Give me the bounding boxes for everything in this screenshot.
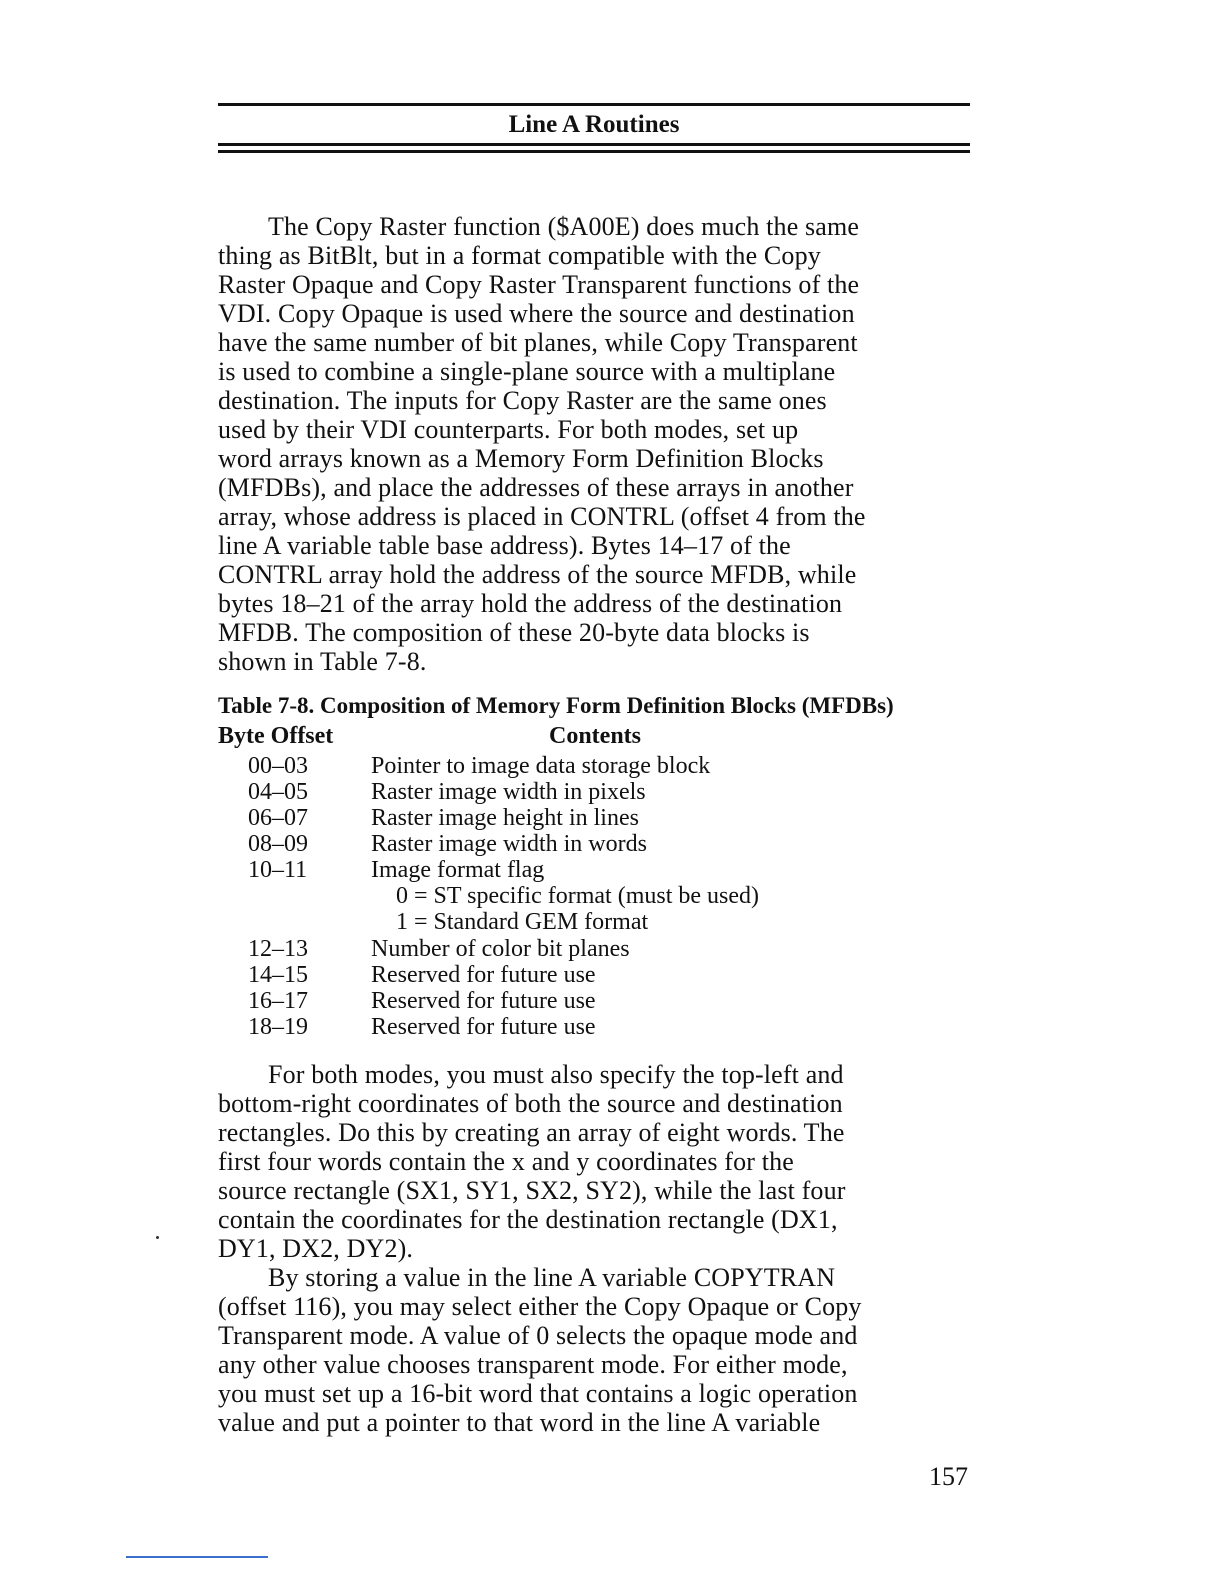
text-line: thing as BitBlt, but in a format compatible with the Copy	[218, 241, 821, 270]
text-line: array, whose address is placed in CONTRL (offset 4 from the	[218, 502, 866, 531]
byte-offset-cell: 16–17	[248, 988, 308, 1014]
footer-rule	[126, 1556, 268, 1558]
table-header-contents: Contents	[549, 723, 642, 749]
byte-offset-cell: 10–11	[248, 857, 308, 883]
text-line: destination. The inputs for Copy Raster are the same ones	[218, 386, 827, 415]
text-line: is used to combine a single-plane source with a multiplane	[218, 357, 836, 386]
text-line: By storing a value in the line A variable COPYTRAN	[268, 1263, 836, 1292]
contents-cell: 0 = ST specific format (must be used)	[396, 883, 760, 909]
header-rule-top	[218, 103, 970, 106]
contents-cell: Reserved for future use	[371, 988, 596, 1014]
table-caption: Table 7-8. Composition of Memory Form Definition Blocks (MFDBs)	[218, 693, 894, 718]
text-line: rectangles. Do this by creating an array of eight words. The	[218, 1118, 845, 1147]
text-line: Raster Opaque and Copy Raster Transparent functions of the	[218, 270, 860, 299]
text-line: For both modes, you must also specify the top-left and	[268, 1060, 844, 1089]
byte-offset-cell: 00–03	[248, 753, 308, 779]
text-line: source rectangle (SX1, SY1, SX2, SY2), while the last four	[218, 1176, 846, 1205]
contents-cell: Number of color bit planes	[371, 936, 630, 962]
text-line: (offset 116), you may select either the Copy Opaque or Copy	[218, 1292, 862, 1321]
contents-cell: Pointer to image data storage block	[371, 753, 711, 779]
text-line: have the same number of bit planes, while Copy Transparent	[218, 328, 858, 357]
text-line: word arrays known as a Memory Form Definition Blocks	[218, 444, 824, 473]
paragraph-coordinates	[218, 1060, 846, 1263]
byte-offset-cell: 04–05	[248, 779, 308, 805]
text-line: first four words contain the x and y coordinates for the	[218, 1147, 794, 1176]
byte-offset-cell: 06–07	[248, 805, 308, 831]
byte-offset-cell: 14–15	[248, 962, 308, 988]
paragraph-copytran	[218, 1263, 862, 1437]
running-head: Line A Routines	[508, 111, 680, 138]
contents-cell: Raster image width in pixels	[371, 779, 646, 805]
text-line: bottom-right coordinates of both the source and destination	[218, 1089, 843, 1118]
text-line: (MFDBs), and place the addresses of these arrays in another	[218, 473, 854, 502]
byte-offset-cell: 08–09	[248, 831, 308, 857]
text-line: bytes 18–21 of the array hold the address of the destination	[218, 589, 843, 618]
table-header-byte-offset: Byte Offset	[218, 723, 334, 749]
page-number: 157	[929, 1462, 968, 1491]
paragraph-copy-raster	[218, 212, 866, 676]
text-line: VDI. Copy Opaque is used where the source and destination	[218, 299, 855, 328]
scan-speck	[156, 1236, 159, 1239]
text-line: The Copy Raster function ($A00E) does much the same	[268, 212, 860, 241]
contents-cell: Raster image height in lines	[371, 805, 639, 831]
text-line: DY1, DX2, DY2).	[218, 1234, 414, 1263]
text-line: you must set up a 16-bit word that contains a logic operation	[218, 1379, 858, 1408]
text-line: MFDB. The composition of these 20-byte data blocks is	[218, 618, 810, 647]
text-line: shown in Table 7-8.	[218, 647, 427, 676]
byte-offset-cell: 18–19	[248, 1014, 308, 1040]
contents-cell: Raster image width in words	[371, 831, 647, 857]
byte-offset-cell: 12–13	[248, 936, 308, 962]
text-line: contain the coordinates for the destination rectangle (DX1,	[218, 1205, 838, 1234]
text-line: Transparent mode. A value of 0 selects the opaque mode and	[218, 1321, 858, 1350]
text-line: CONTRL array hold the address of the source MFDB, while	[218, 560, 857, 589]
text-line: value and put a pointer to that word in the line A variable	[218, 1408, 821, 1437]
contents-cell: Reserved for future use	[371, 962, 596, 988]
text-line: line A variable table base address). Bytes 14–17 of the	[218, 531, 791, 560]
header-rule-bottom-1	[218, 143, 970, 146]
contents-cell: Image format flag	[371, 857, 545, 883]
contents-cell: 1 = Standard GEM format	[396, 909, 649, 935]
contents-cell: Reserved for future use	[371, 1014, 596, 1040]
header-rule-bottom-2	[218, 150, 970, 153]
text-line: any other value chooses transparent mode. For either mode,	[218, 1350, 848, 1379]
text-line: used by their VDI counterparts. For both modes, set up	[218, 415, 799, 444]
